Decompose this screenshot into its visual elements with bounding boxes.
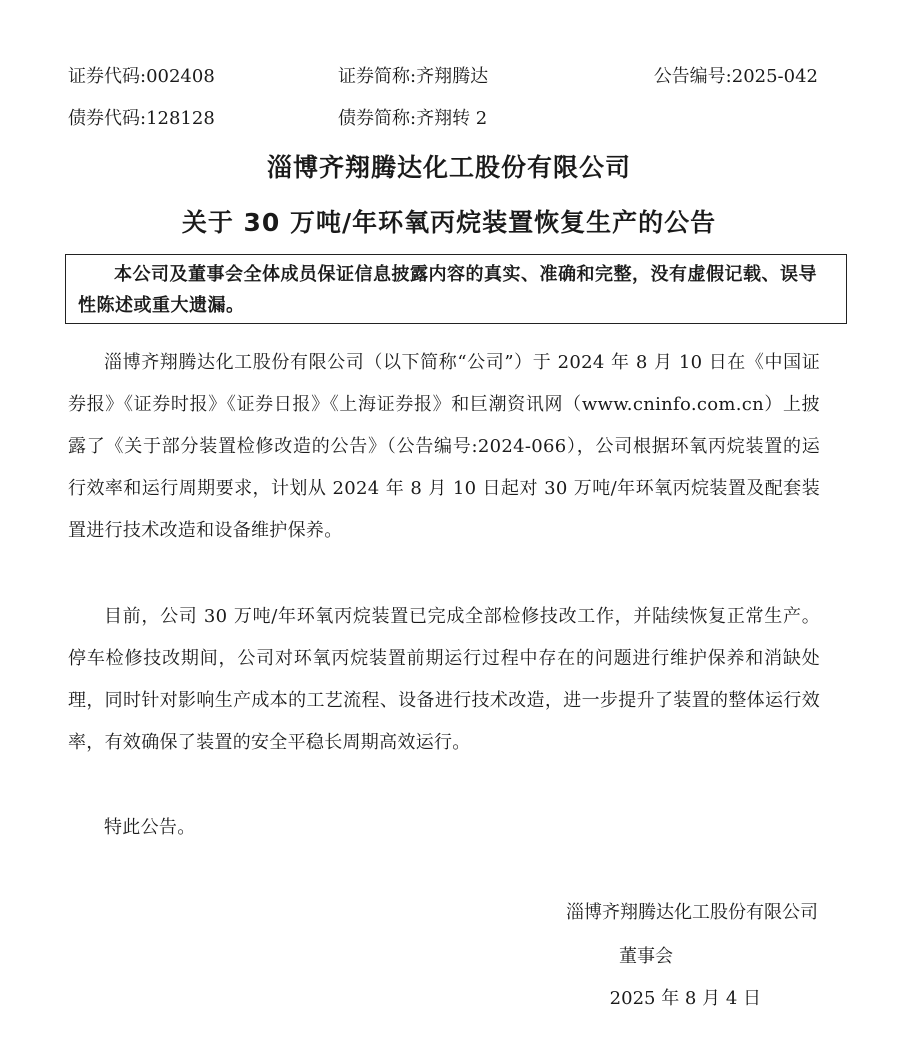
stock-code: 证券代码:002408	[68, 66, 215, 87]
signature-date: 2025 年 8 月 4 日	[609, 988, 761, 1009]
notice-title: 关于 30 万吨/年环氧丙烷装置恢复生产的公告	[181, 208, 717, 237]
paragraph-background: 淄博齐翔腾达化工股份有限公司（以下简称“公司”）于 2024 年 8 月 10 日在《中国证券报》《证券时报》《证券日报》《上海证券报》和巨潮资讯网（www.cninfo.com.cn）上披露了《关于部分装置检修改造的公告》（公告编号:2024-066），公司根据环氧丙烷装置的运行效率和运行周期要求，计划从 2024 年 8 月 10 日起对 30 万吨/年环氧丙烷装置及配套装置进行技术改造和设备维护保养。	[68, 352, 820, 541]
body-paragraph-3	[68, 807, 820, 849]
body-paragraph-1	[68, 342, 820, 552]
bond-name: 债券简称:齐翔转 2	[338, 108, 488, 129]
board-declaration-box: 本公司及董事会全体成员保证信息披露内容的真实、准确和完整，没有虚假记载、误导性陈述或重大遗漏。	[65, 254, 847, 324]
signature-company: 淄博齐翔腾达化工股份有限公司	[566, 902, 818, 923]
stock-name: 证券简称:齐翔腾达	[338, 66, 489, 87]
announcement-number: 公告编号:2025-042	[653, 66, 818, 87]
body-paragraph-2	[68, 596, 820, 764]
paragraph-status: 目前，公司 30 万吨/年环氧丙烷装置已完成全部检修技改工作，并陆续恢复正常生产。停车检修技改期间，公司对环氧丙烷装置前期运行过程中存在的问题进行维护保养和消缺处理，同时针对影响生产成本的工艺流程、设备进行技术改造，进一步提升了装置的整体运行效率，有效确保了装置的安全平稳长周期高效运行。	[68, 606, 820, 753]
header-row-bond	[68, 104, 818, 134]
signature-board: 董事会	[619, 946, 673, 967]
bond-code: 债券代码:128128	[68, 108, 215, 129]
paragraph-closing: 特此公告。	[104, 817, 196, 838]
header-row-stock	[68, 62, 818, 92]
company-title: 淄博齐翔腾达化工股份有限公司	[266, 153, 631, 182]
